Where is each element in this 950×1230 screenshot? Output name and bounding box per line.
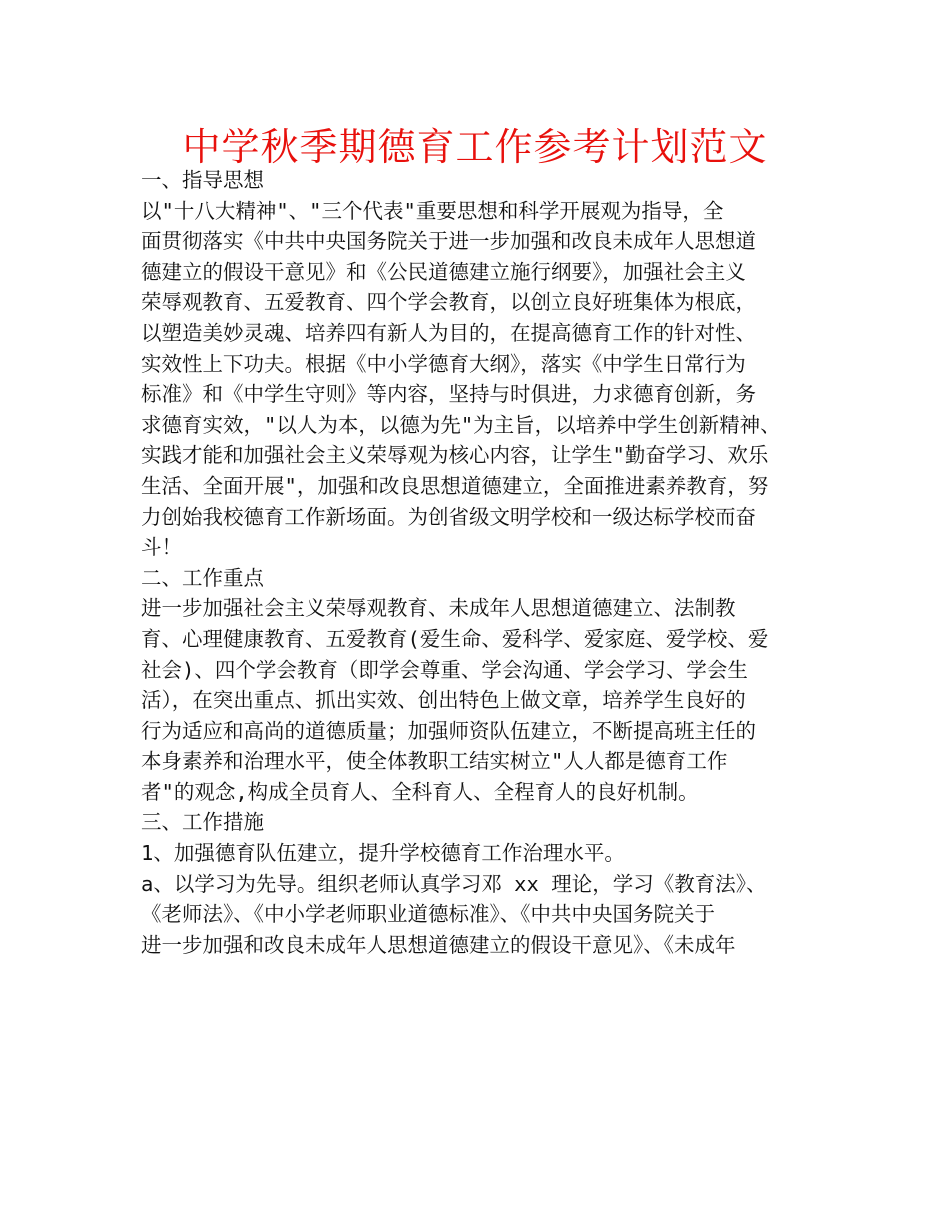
- paragraph-line: 德建立的假设干意见》和《公民道德建立施行纲要》，加强社会主义: [141, 259, 746, 284]
- paragraph-line: 行为适应和高尚的道德质量；加强师资队伍建立，不断提高班主任的: [141, 718, 756, 743]
- document-body: [141, 165, 821, 960]
- paragraph-line: 社会)、四个学会教育（即学会尊重、学会沟通、学会学习、学会生: [141, 657, 748, 682]
- paragraph-line: 求德育实效，"以人为本，以德为先"为主旨，以培养中学生创新精神、: [141, 412, 781, 437]
- paragraph-line: 本身素养和治理水平，使全体教职工结实树立"人人都是德育工作: [141, 749, 728, 774]
- paragraph-line: 实效性上下功夫。根据《中小学德育大纲》，落实《中学生日常行为: [141, 351, 746, 376]
- paragraph-line: 《老师法》、《中小学老师职业道德标准》、《中共中央国务院关于: [141, 902, 715, 927]
- paragraph-line: 以"十八大精神"、"三个代表"重要思想和科学开展观为指导，全: [141, 198, 724, 223]
- section-heading-work-measures: 三、工作措施: [141, 810, 264, 835]
- paragraph-line: a、以学习为先导。组织老师认真学习邓 xx 理论，学习《教育法》、: [141, 871, 767, 896]
- section-heading-work-focus: 二、工作重点: [141, 565, 264, 590]
- paragraph-line: 进一步加强和改良未成年人思想道德建立的假设干意见》、《未成年: [141, 932, 736, 957]
- paragraph-line: 标准》和《中学生守则》等内容，坚持与时俱进，力求德育创新，务: [141, 382, 756, 407]
- paragraph-line: 以塑造美妙灵魂、培养四有新人为目的，在提高德育工作的针对性、: [141, 320, 756, 345]
- paragraph-line: 生活、全面开展"，加强和改良思想道德建立，全面推进素养教育，努: [141, 473, 769, 498]
- paragraph-line: 者"的观念,构成全员育人、全科育人、全程育人的良好机制。: [141, 779, 699, 804]
- section-heading-guiding-ideology: 一、指导思想: [141, 168, 264, 192]
- paragraph-line: 进一步加强社会主义荣辱观教育、未成年人思想道德建立、法制教: [141, 596, 736, 621]
- paragraph-line: 实践才能和加强社会主义荣辱观为核心内容，让学生"勤奋学习、欢乐: [141, 443, 769, 468]
- paragraph-line: 育、心理健康教育、五爱教育(爱生命、爱科学、爱家庭、爱学校、爱: [141, 626, 769, 651]
- paragraph-line: 活），在突出重点、抓出实效、创出特色上做文章，培养学生良好的: [141, 688, 746, 713]
- paragraph-line: 斗！: [141, 535, 182, 560]
- paragraph-line: 面贯彻落实《中共中央国务院关于进一步加强和改良未成年人思想道: [141, 229, 756, 254]
- document-title: 中学秋季期德育工作参考计划范文: [182, 125, 768, 169]
- subsection-heading: 1、加强德育队伍建立，提升学校德育工作治理水平。: [141, 841, 625, 866]
- paragraph-line: 力创始我校德育工作新场面。为创省级文明学校和一级达标学校而奋: [141, 504, 756, 529]
- paragraph-line: 荣辱观教育、五爱教育、四个学会教育，以创立良好班集体为根底，: [141, 290, 756, 315]
